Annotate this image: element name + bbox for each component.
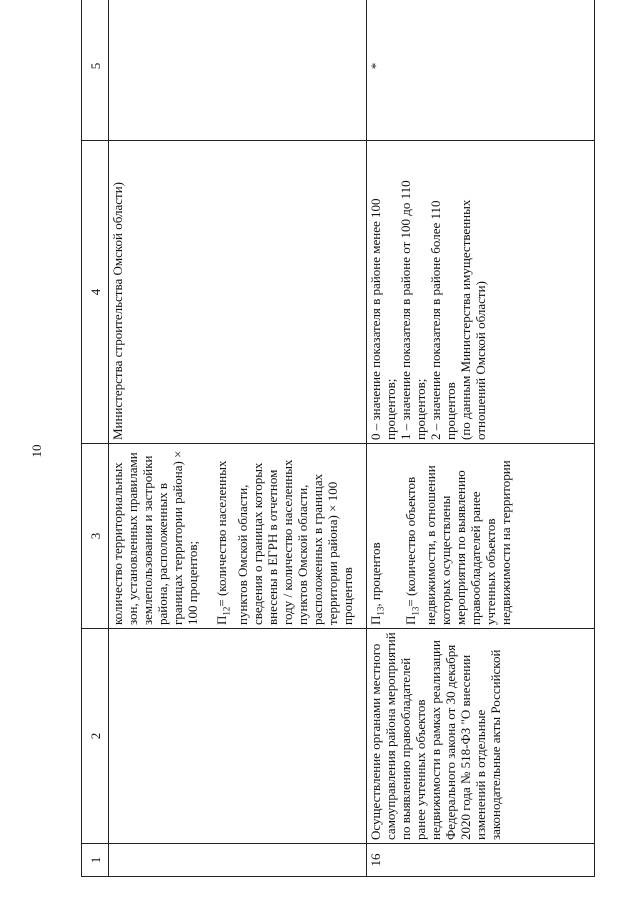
indicator-title xyxy=(368,447,389,625)
formula-text-part1: количество территориальных зон, установленных правилами землепользования и застройки района, расположенных в границах территории района) × 100 процентов; xyxy=(110,450,200,625)
indicators-table xyxy=(81,0,595,877)
table-row-16 xyxy=(367,0,595,877)
cell-criteria-16 xyxy=(367,141,595,444)
formula-p13 xyxy=(403,447,514,625)
formula-subscript-13: 13 xyxy=(410,606,421,616)
formula-text-part2: = (количество населенных пунктов Омской области, сведения о границах которых внесены в ЕГРН в отчетном году / количество населенных пунктов Омской области, расположенных в границах территории района) × 100 процентов xyxy=(214,459,355,625)
header-col-1: 1 xyxy=(82,844,109,877)
title-rest: , процентов xyxy=(368,542,383,607)
cell-formula xyxy=(109,444,367,629)
header-col-3: 3 xyxy=(82,444,109,629)
row-activity-text: Осуществление органами местного самоуправления района мероприятий по выявлению правообладателей ранее учтенных объектов недвижимости в рамках реализации Федерального закона от 30 декабря 2020 года № 518-ФЗ "О внесении изменений в отдельные законодательные акты Российской xyxy=(367,629,595,844)
header-row xyxy=(82,0,109,877)
cell-number xyxy=(109,844,367,877)
page-number: 10 xyxy=(29,444,44,458)
formula-p12 xyxy=(214,447,355,625)
header-col-5: 5 xyxy=(82,0,109,141)
header-col-4: 4 xyxy=(82,141,109,444)
title-subscript: 13 xyxy=(375,606,386,616)
row-number: 16 xyxy=(367,844,595,877)
cell-criteria: Министерства строительства Омской области) xyxy=(109,141,367,444)
table-row-continued xyxy=(109,0,367,877)
header-col-2: 2 xyxy=(82,629,109,844)
rotated-table-container xyxy=(81,27,593,877)
cell-formula-16 xyxy=(367,444,595,629)
formula-letter: П xyxy=(214,615,229,625)
formula-text-13: = (количество объектов недвижимости, в отношении которых осуществлены мероприятия по выявлению правообладателей ранее учтенных объектов недвижимости на территории xyxy=(402,460,514,625)
formula-subscript: 12 xyxy=(221,606,232,616)
criteria-text: 0 – значение показателя в районе менее 100 процентов; 1 – значение показателя в районе от 100 до 110 процентов; 2 – значение показателя в районе более 110 процентов (по данным Министерства имущественных отношений Омской области) xyxy=(368,180,488,440)
cell-note-16: * xyxy=(367,0,595,141)
title-letter: П xyxy=(368,615,383,625)
cell-note xyxy=(109,0,367,141)
cell-activity xyxy=(109,629,367,844)
formula-letter-13: П xyxy=(402,615,418,625)
